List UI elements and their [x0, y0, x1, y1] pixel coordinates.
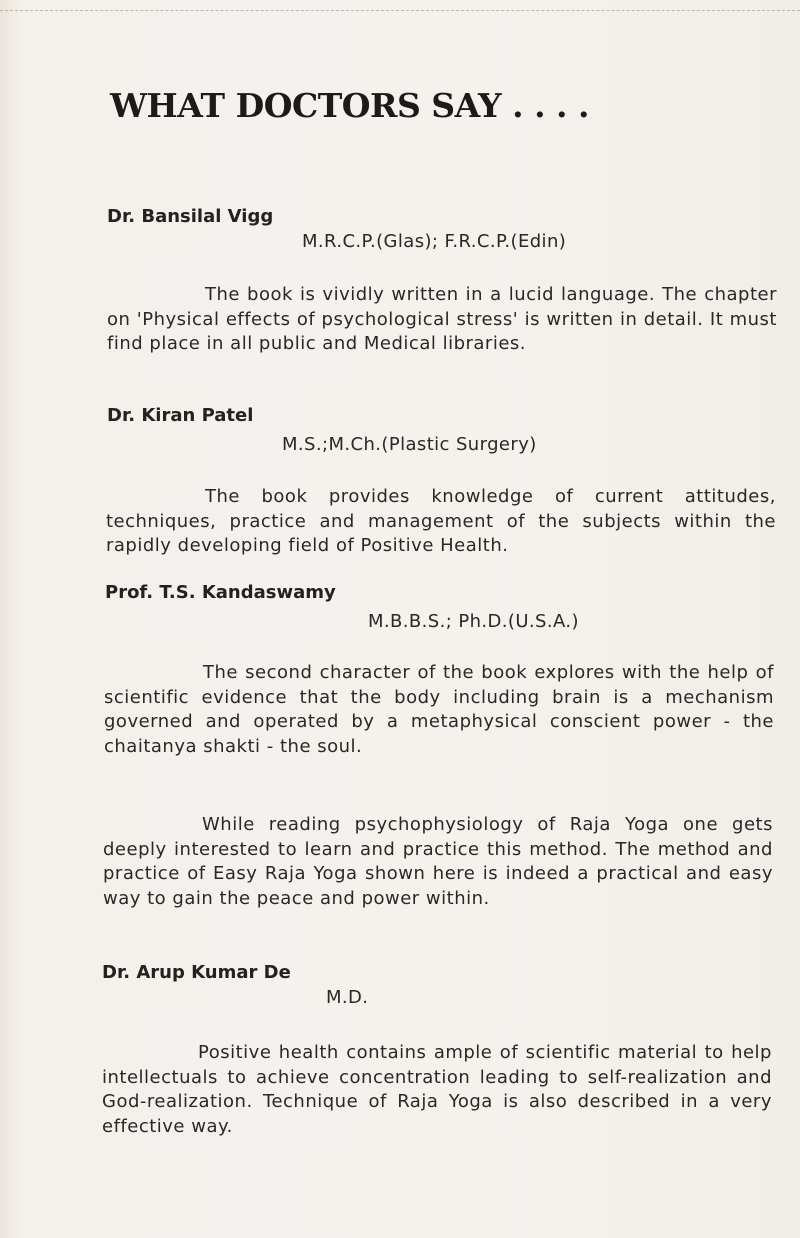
testimonial-text: The second character of the book explores with the help of scientific evidence that the body including brain is a mechanism governed and operated by a metaphysical conscient power - the chaitanya shakti - the soul. [104, 662, 774, 757]
doctor-credentials: M.B.B.S.; Ph.D.(U.S.A.) [368, 611, 579, 632]
doctor-name: Dr. Arup Kumar De [102, 962, 291, 983]
doctor-name: Dr. Bansilal Vigg [107, 206, 274, 227]
doctor-name: Dr. Kiran Patel [107, 405, 254, 426]
doctor-credentials: M.R.C.P.(Glas); F.R.C.P.(Edin) [302, 231, 567, 252]
testimonial-text: Positive health contains ample of scientific material to help intellectuals to achieve concentration leading to self-realization and God-realization. Technique of Raja Yoga is also described in a very effective way. [102, 1042, 772, 1137]
page-title: WHAT DOCTORS SAY . . . . [110, 86, 590, 125]
testimonial-text: The book is vividly written in a lucid language. The chapter on 'Physical effects of psychological stress' is written in detail. It must find place in all public and Medical libraries. [107, 284, 777, 354]
doctor-credentials: M.S.;M.Ch.(Plastic Surgery) [282, 434, 537, 455]
testimonial-text: The book provides knowledge of current attitudes, techniques, practice and management of the subjects within the rapidly developing field of Positive Health. [106, 486, 776, 556]
testimonial-text: While reading psychophysiology of Raja Yoga one gets deeply interested to learn and practice this method. The method and practice of Easy Raja Yoga shown here is indeed a practical and easy way to gain the peace and power within. [103, 814, 773, 909]
doctor-name: Prof. T.S. Kandaswamy [105, 582, 336, 603]
doctor-credentials: M.D. [326, 987, 369, 1008]
page-edge [0, 0, 800, 11]
